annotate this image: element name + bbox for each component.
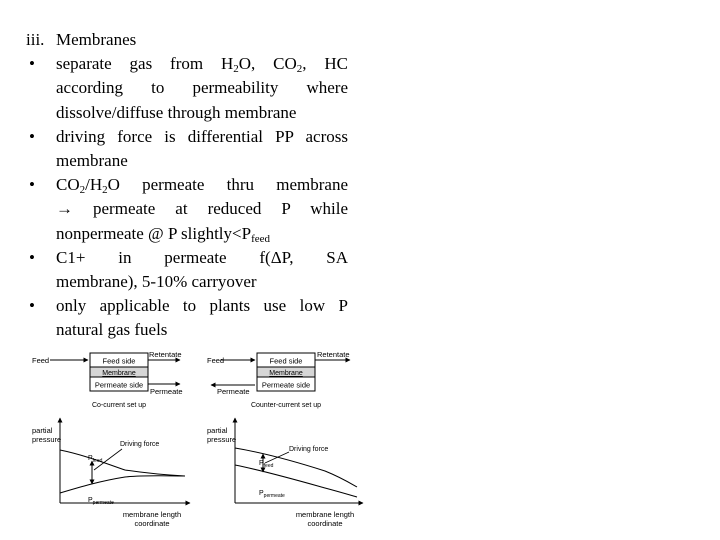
p-feed-label: $P_{feed}$ — [88, 455, 103, 464]
feed-side-label: Feed side — [102, 356, 136, 366]
bullet-co2-permeate — [26, 173, 348, 246]
bullet-line: natural gas fuels — [56, 320, 168, 340]
text-run: O, CO — [238, 54, 297, 74]
bullet-line: C1+ in permeate f(ΔP, SA — [56, 247, 348, 267]
co-current-diagram — [30, 345, 200, 535]
bullet-line — [56, 222, 348, 246]
bullet-line — [56, 52, 348, 76]
bullet-dot: • — [29, 296, 35, 316]
setup-caption: Counter-current set up — [250, 402, 322, 409]
feed-label: Feed — [207, 356, 225, 365]
section-heading — [26, 28, 348, 52]
bullet-low-p-fuels — [26, 294, 348, 342]
subscript: 2 — [102, 184, 108, 197]
p-permeate-label: $P_{permeate}$ — [259, 490, 285, 499]
bullet-dot: • — [29, 247, 35, 267]
bullet-line: driving force is differential PP across — [56, 126, 348, 146]
heading-title: Membranes — [56, 30, 137, 49]
permeate-pressure-curve — [235, 465, 357, 497]
text-run: nonpermeate @ P slightly<P — [56, 223, 252, 243]
permeate-label: Permeate — [217, 387, 250, 396]
subscript: feed — [251, 232, 271, 245]
permeate-pressure-curve — [60, 476, 185, 493]
driving-force-label: Driving force — [289, 446, 329, 453]
bullet-c1-permeate — [26, 246, 348, 294]
bullet-dot: • — [29, 54, 35, 74]
y-axis-label: partial pressure — [207, 426, 237, 444]
p-permeate-label: $P_{permeate}$ — [88, 497, 114, 506]
setup-caption: Co-current set up — [91, 402, 147, 409]
heading-number: iii. — [26, 30, 45, 49]
permeate-side-label: Permeate side — [261, 380, 311, 390]
driving-force-label: Driving force — [120, 441, 160, 448]
bullet-driving-force — [26, 125, 348, 173]
bullet-dot: • — [29, 126, 35, 146]
bullet-line: only applicable to plants use low P — [56, 296, 348, 316]
retentate-label: Retentate — [317, 350, 350, 359]
bullet-line: → permeate at reduced P while — [56, 199, 348, 219]
permeate-label: Permeate — [150, 387, 183, 396]
text-run: , HC — [302, 54, 348, 74]
x-axis-label: membrane length coordinate — [122, 510, 182, 528]
text-run: /H — [85, 175, 103, 195]
bullet-dot: • — [29, 175, 35, 195]
bullet-separate-gas — [26, 52, 348, 125]
feed-pressure-curve — [60, 450, 185, 476]
p-feed-label: $P_{feed}$ — [259, 460, 274, 469]
bullet-line: according to permeability where — [56, 78, 348, 98]
text-run: CO — [56, 175, 80, 195]
text-run: O permeate thru membrane — [107, 175, 348, 195]
permeate-side-label: Permeate side — [94, 380, 144, 390]
subscript: 2 — [296, 63, 303, 76]
membrane-label: Membrane — [102, 370, 136, 377]
subscript: 2 — [233, 63, 239, 76]
y-axis-label: partial pressure — [32, 426, 62, 444]
retentate-label: Retentate — [149, 350, 182, 359]
subscript: 2 — [79, 184, 86, 197]
bullet-line — [56, 173, 348, 197]
feed-label: Feed — [32, 356, 50, 365]
driving-force-pointer — [265, 452, 289, 463]
feed-pressure-curve — [235, 448, 357, 487]
text-run: separate gas from H — [56, 54, 234, 74]
bullet-line: membrane — [56, 151, 128, 171]
bullet-line: dissolve/diffuse through membrane — [56, 102, 297, 122]
feed-side-label: Feed side — [269, 356, 303, 366]
bullet-line: membrane), 5-10% carryover — [56, 272, 257, 292]
membrane-label: Membrane — [269, 370, 303, 377]
slide-text — [26, 28, 348, 343]
counter-current-diagram — [205, 345, 370, 535]
x-axis-label: membrane length coordinate — [295, 510, 355, 528]
